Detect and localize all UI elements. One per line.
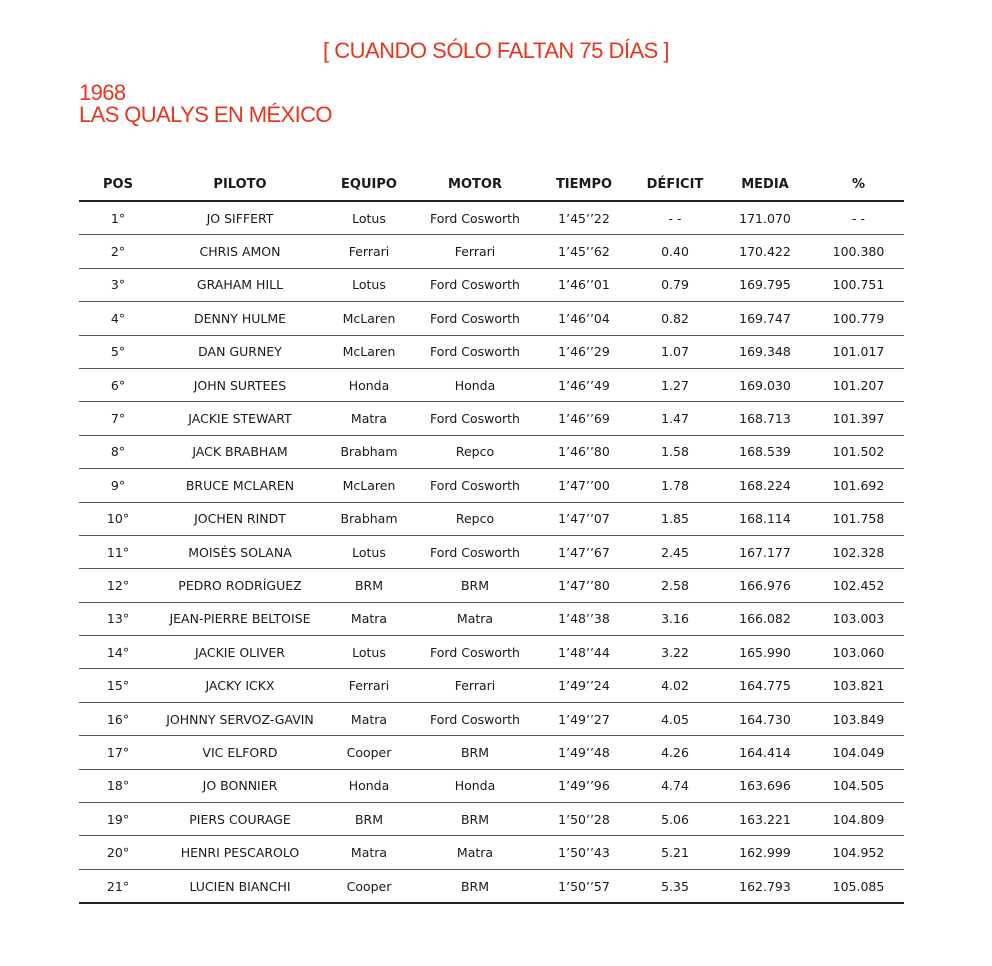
- cell-percent: 104.952: [813, 836, 904, 869]
- cell-media: 169.030: [717, 368, 813, 401]
- col-header-motor: MOTOR: [415, 168, 535, 201]
- cell-media: 168.713: [717, 402, 813, 435]
- cell-percent: 103.003: [813, 602, 904, 635]
- table-row: [79, 435, 904, 468]
- table-row: [79, 335, 904, 368]
- cell-pos: 1°: [79, 201, 157, 235]
- cell-percent: 101.692: [813, 469, 904, 502]
- cell-motor: Ford Cosworth: [415, 268, 535, 301]
- cell-motor: Ferrari: [415, 235, 535, 268]
- title-block: [79, 82, 332, 126]
- cell-pos: 21°: [79, 869, 157, 903]
- table-row: [79, 702, 904, 735]
- cell-motor: Ferrari: [415, 669, 535, 702]
- cell-percent: 102.328: [813, 535, 904, 568]
- cell-media: 169.747: [717, 302, 813, 335]
- cell-motor: Ford Cosworth: [415, 702, 535, 735]
- cell-equipo: McLaren: [323, 469, 415, 502]
- table-header-row: [79, 168, 904, 201]
- cell-tiempo: 1’48’’38: [535, 602, 633, 635]
- cell-motor: Repco: [415, 435, 535, 468]
- table-body: [79, 201, 904, 903]
- cell-equipo: Brabham: [323, 435, 415, 468]
- cell-percent: 104.505: [813, 769, 904, 802]
- cell-piloto: LUCIEN BIANCHI: [157, 869, 323, 903]
- cell-equipo: Brabham: [323, 502, 415, 535]
- cell-deficit: 1.27: [633, 368, 717, 401]
- cell-motor: Matra: [415, 602, 535, 635]
- cell-deficit: 1.85: [633, 502, 717, 535]
- cell-tiempo: 1’50’’43: [535, 836, 633, 869]
- cell-motor: Honda: [415, 368, 535, 401]
- table-row: [79, 268, 904, 301]
- cell-piloto: BRUCE MCLAREN: [157, 469, 323, 502]
- cell-percent: 105.085: [813, 869, 904, 903]
- cell-media: 169.348: [717, 335, 813, 368]
- cell-motor: Ford Cosworth: [415, 535, 535, 568]
- cell-media: 166.082: [717, 602, 813, 635]
- cell-tiempo: 1’46’’80: [535, 435, 633, 468]
- cell-media: 164.775: [717, 669, 813, 702]
- cell-deficit: 3.16: [633, 602, 717, 635]
- cell-media: 168.539: [717, 435, 813, 468]
- cell-piloto: JACKIE OLIVER: [157, 636, 323, 669]
- cell-tiempo: 1’49’’96: [535, 769, 633, 802]
- cell-motor: Matra: [415, 836, 535, 869]
- cell-media: 162.793: [717, 869, 813, 903]
- cell-pos: 11°: [79, 535, 157, 568]
- table-row: [79, 636, 904, 669]
- table-row: [79, 402, 904, 435]
- cell-pos: 7°: [79, 402, 157, 435]
- col-header-pos: POS: [79, 168, 157, 201]
- cell-pos: 13°: [79, 602, 157, 635]
- cell-motor: Ford Cosworth: [415, 636, 535, 669]
- cell-tiempo: 1’45’’22: [535, 201, 633, 235]
- cell-media: 170.422: [717, 235, 813, 268]
- cell-media: 167.177: [717, 535, 813, 568]
- cell-pos: 10°: [79, 502, 157, 535]
- cell-piloto: JOCHEN RINDT: [157, 502, 323, 535]
- cell-equipo: Cooper: [323, 869, 415, 903]
- cell-piloto: JO BONNIER: [157, 769, 323, 802]
- cell-media: 164.414: [717, 736, 813, 769]
- cell-pos: 15°: [79, 669, 157, 702]
- cell-percent: 104.809: [813, 803, 904, 836]
- cell-motor: Ford Cosworth: [415, 302, 535, 335]
- title-year: 1968: [79, 80, 126, 105]
- cell-tiempo: 1’46’’29: [535, 335, 633, 368]
- cell-pos: 19°: [79, 803, 157, 836]
- cell-tiempo: 1’46’’49: [535, 368, 633, 401]
- cell-percent: 103.821: [813, 669, 904, 702]
- cell-equipo: McLaren: [323, 335, 415, 368]
- cell-media: 168.224: [717, 469, 813, 502]
- cell-pos: 2°: [79, 235, 157, 268]
- cell-piloto: JACKIE STEWART: [157, 402, 323, 435]
- cell-equipo: Lotus: [323, 268, 415, 301]
- cell-equipo: Matra: [323, 402, 415, 435]
- banner-heading: [ CUANDO SÓLO FALTAN 75 DÍAS ]: [322, 38, 670, 63]
- cell-motor: BRM: [415, 869, 535, 903]
- cell-equipo: Honda: [323, 368, 415, 401]
- cell-piloto: DAN GURNEY: [157, 335, 323, 368]
- cell-deficit: 1.58: [633, 435, 717, 468]
- table-row: [79, 502, 904, 535]
- cell-tiempo: 1’46’’69: [535, 402, 633, 435]
- qualifying-table: [79, 168, 904, 904]
- cell-motor: BRM: [415, 569, 535, 602]
- table-row: [79, 602, 904, 635]
- cell-media: 171.070: [717, 201, 813, 235]
- cell-deficit: 0.82: [633, 302, 717, 335]
- cell-piloto: MOISÉS SOLANA: [157, 535, 323, 568]
- cell-percent: 100.779: [813, 302, 904, 335]
- cell-media: 169.795: [717, 268, 813, 301]
- table-row: [79, 201, 904, 235]
- cell-tiempo: 1’46’’01: [535, 268, 633, 301]
- table-row: [79, 569, 904, 602]
- cell-motor: BRM: [415, 803, 535, 836]
- cell-deficit: 4.26: [633, 736, 717, 769]
- cell-percent: 101.502: [813, 435, 904, 468]
- cell-motor: Ford Cosworth: [415, 335, 535, 368]
- cell-deficit: 5.06: [633, 803, 717, 836]
- cell-piloto: DENNY HULME: [157, 302, 323, 335]
- cell-piloto: JACKY ICKX: [157, 669, 323, 702]
- table-row: [79, 803, 904, 836]
- cell-deficit: 1.47: [633, 402, 717, 435]
- col-header-percent: %: [813, 168, 904, 201]
- cell-equipo: Lotus: [323, 636, 415, 669]
- cell-percent: 100.751: [813, 268, 904, 301]
- cell-pos: 20°: [79, 836, 157, 869]
- cell-motor: Ford Cosworth: [415, 469, 535, 502]
- cell-equipo: BRM: [323, 569, 415, 602]
- col-header-tiempo: TIEMPO: [535, 168, 633, 201]
- col-header-equipo: EQUIPO: [323, 168, 415, 201]
- cell-pos: 8°: [79, 435, 157, 468]
- cell-piloto: VIC ELFORD: [157, 736, 323, 769]
- cell-motor: Honda: [415, 769, 535, 802]
- cell-percent: 101.017: [813, 335, 904, 368]
- cell-equipo: Matra: [323, 836, 415, 869]
- cell-pos: 16°: [79, 702, 157, 735]
- cell-equipo: Cooper: [323, 736, 415, 769]
- cell-deficit: 0.79: [633, 268, 717, 301]
- cell-percent: 101.207: [813, 368, 904, 401]
- cell-pos: 14°: [79, 636, 157, 669]
- cell-piloto: GRAHAM HILL: [157, 268, 323, 301]
- cell-tiempo: 1’45’’62: [535, 235, 633, 268]
- cell-deficit: 2.58: [633, 569, 717, 602]
- col-header-piloto: PILOTO: [157, 168, 323, 201]
- cell-deficit: 5.21: [633, 836, 717, 869]
- cell-media: 166.976: [717, 569, 813, 602]
- cell-pos: 12°: [79, 569, 157, 602]
- cell-equipo: Lotus: [323, 535, 415, 568]
- cell-deficit: - -: [633, 201, 717, 235]
- cell-tiempo: 1’50’’57: [535, 869, 633, 903]
- cell-tiempo: 1’46’’04: [535, 302, 633, 335]
- cell-pos: 18°: [79, 769, 157, 802]
- table-row: [79, 769, 904, 802]
- cell-percent: 101.397: [813, 402, 904, 435]
- cell-equipo: Matra: [323, 602, 415, 635]
- col-header-deficit: DÉFICIT: [633, 168, 717, 201]
- cell-piloto: PIERS COURAGE: [157, 803, 323, 836]
- cell-piloto: JOHNNY SERVOZ-GAVIN: [157, 702, 323, 735]
- title-subtitle: LAS QUALYS EN MÉXICO: [79, 102, 332, 127]
- cell-percent: 103.060: [813, 636, 904, 669]
- cell-tiempo: 1’49’’27: [535, 702, 633, 735]
- cell-equipo: Ferrari: [323, 669, 415, 702]
- cell-deficit: 1.07: [633, 335, 717, 368]
- cell-media: 164.730: [717, 702, 813, 735]
- cell-tiempo: 1’49’’48: [535, 736, 633, 769]
- table-row: [79, 736, 904, 769]
- cell-pos: 6°: [79, 368, 157, 401]
- cell-deficit: 4.02: [633, 669, 717, 702]
- cell-piloto: CHRIS AMON: [157, 235, 323, 268]
- col-header-media: MEDIA: [717, 168, 813, 201]
- cell-deficit: 5.35: [633, 869, 717, 903]
- cell-equipo: McLaren: [323, 302, 415, 335]
- cell-tiempo: 1’47’’80: [535, 569, 633, 602]
- table-row: [79, 302, 904, 335]
- cell-percent: - -: [813, 201, 904, 235]
- cell-piloto: JACK BRABHAM: [157, 435, 323, 468]
- cell-piloto: JO SIFFERT: [157, 201, 323, 235]
- cell-percent: 101.758: [813, 502, 904, 535]
- table-row: [79, 669, 904, 702]
- cell-deficit: 3.22: [633, 636, 717, 669]
- cell-percent: 100.380: [813, 235, 904, 268]
- cell-pos: 9°: [79, 469, 157, 502]
- cell-equipo: Matra: [323, 702, 415, 735]
- cell-percent: 102.452: [813, 569, 904, 602]
- cell-equipo: BRM: [323, 803, 415, 836]
- table-row: [79, 469, 904, 502]
- cell-deficit: 4.05: [633, 702, 717, 735]
- cell-deficit: 2.45: [633, 535, 717, 568]
- table-row: [79, 235, 904, 268]
- cell-media: 168.114: [717, 502, 813, 535]
- cell-equipo: Lotus: [323, 201, 415, 235]
- table-row: [79, 869, 904, 903]
- cell-media: 163.696: [717, 769, 813, 802]
- cell-motor: Ford Cosworth: [415, 201, 535, 235]
- cell-tiempo: 1’47’’00: [535, 469, 633, 502]
- cell-equipo: Ferrari: [323, 235, 415, 268]
- cell-deficit: 1.78: [633, 469, 717, 502]
- cell-piloto: HENRI PESCAROLO: [157, 836, 323, 869]
- cell-tiempo: 1’48’’44: [535, 636, 633, 669]
- cell-deficit: 4.74: [633, 769, 717, 802]
- cell-pos: 17°: [79, 736, 157, 769]
- cell-percent: 104.049: [813, 736, 904, 769]
- cell-pos: 3°: [79, 268, 157, 301]
- cell-media: 165.990: [717, 636, 813, 669]
- cell-motor: Ford Cosworth: [415, 402, 535, 435]
- cell-tiempo: 1’49’’24: [535, 669, 633, 702]
- table-row: [79, 368, 904, 401]
- cell-media: 163.221: [717, 803, 813, 836]
- cell-piloto: JEAN-PIERRE BELTOISE: [157, 602, 323, 635]
- cell-media: 162.999: [717, 836, 813, 869]
- cell-deficit: 0.40: [633, 235, 717, 268]
- cell-tiempo: 1’47’’07: [535, 502, 633, 535]
- cell-piloto: PEDRO RODRÍGUEZ: [157, 569, 323, 602]
- cell-pos: 5°: [79, 335, 157, 368]
- table-row: [79, 535, 904, 568]
- cell-tiempo: 1’47’’67: [535, 535, 633, 568]
- cell-motor: BRM: [415, 736, 535, 769]
- cell-equipo: Honda: [323, 769, 415, 802]
- table-row: [79, 836, 904, 869]
- cell-percent: 103.849: [813, 702, 904, 735]
- cell-tiempo: 1’50’’28: [535, 803, 633, 836]
- cell-pos: 4°: [79, 302, 157, 335]
- cell-piloto: JOHN SURTEES: [157, 368, 323, 401]
- cell-motor: Repco: [415, 502, 535, 535]
